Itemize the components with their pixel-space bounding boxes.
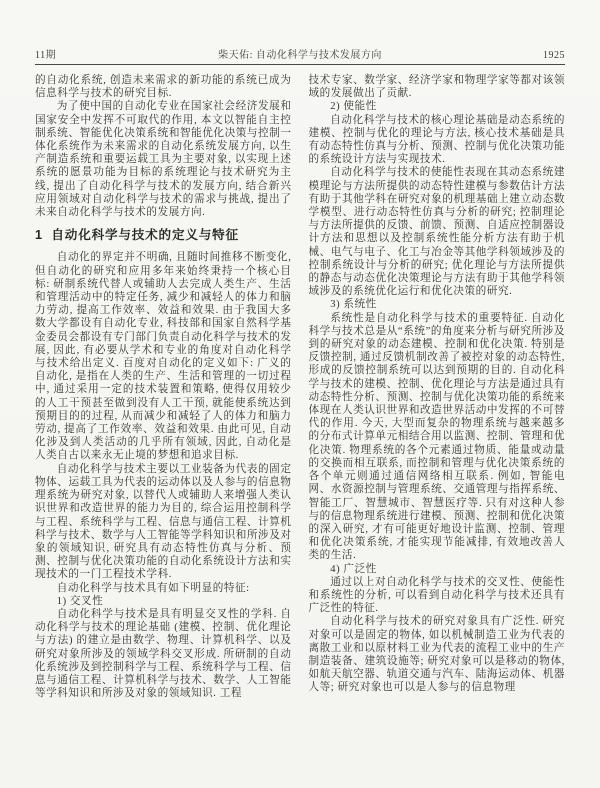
section-heading: 1 自动化科学与技术的定义与特征 bbox=[35, 228, 239, 243]
paragraph: 自动化科学与技术的使能性表现在其动态系统建模理论与方法所提供的动态特性建模与参数估计方法有助于其他学科在研究对象的机理基础上建立动态数学模型、进行动态特性仿真与分析的研究; 控制理论与方法所提供的反馈、前馈、预测、自适应控制器设计方法和思想以及控制系统性能分析方法有助于机械、电气与电子、化工与冶金等其他学科领域涉及的控制系统设计与分析的研究; 优化理论与方法所提供的静态与动态优化决策理论与方法有助于其他学科领域涉及的系统优化运行和优化决策的研究. bbox=[308, 167, 565, 298]
column-left bbox=[35, 74, 292, 700]
paragraph: 自动化科学与技术的核心理论基础是动态系统的建模、控制与优化的理论与方法, 核心技术基础是具有动态特性仿真与分析、预测、控制与优化决策功能的系统设计方法与实现技术. bbox=[308, 114, 565, 166]
issue-label: 11期 bbox=[35, 50, 57, 61]
page-header bbox=[35, 46, 565, 61]
running-title: 柴天佑: 自动化科学与技术发展方向 bbox=[218, 50, 382, 61]
page-number: 1925 bbox=[543, 50, 565, 61]
paragraph: 3) 系统性 bbox=[330, 299, 377, 311]
column-right bbox=[309, 74, 566, 700]
paragraph: 为了使中国的自动化专业在国家社会经济发展和国家安全中发挥不可取代的作用, 本文以智能自主控制系统、智能优化决策系统和智能优化决策与控制一体化系统作为未来需求的自动化系统发展方向, 以生产制造系统和重要运载工具为主要对象, 以实现上述系统的愿景功能为目标的系统理论与技术研究为主线, 提出了自动化科学与技术的发展方向, 结合新兴应用领域对自动化科学与技术的需求与挑战, 提出了未来自动化科学与技术的发展方向. bbox=[35, 101, 292, 219]
paragraph: 1) 交叉性 bbox=[56, 595, 104, 607]
paragraph: 4) 广泛性 bbox=[330, 563, 377, 575]
paragraph: 自动化科学与技术主要以工业装备为代表的固定物体、运载工具为代表的运动体以及人参与的信息物理系统为研究对象, 以替代人或辅助人来增强人类认识世界和改造世界的能力为目的, 综合运用控制科学与工程、系统科学与工程、信息与通信工程、计算机科学与技术、数学与人工智能等学科知识和所涉及对象的领域知识, 研究具有动态特性仿真与分析、预测、控制与优化决策功能的自动化系统设计方法和实现技术的一门工程技术学科. bbox=[35, 463, 292, 581]
paragraph: 系统性是自动化科学与技术的重要特征. 自动化科学与技术总是从“系统”的角度来分析与研究所涉及到的研究对象的动态建模、控制和优化决策. 特别是反馈控制, 通过反馈机制改善了被控对象的动态特性, 形成的反馈控制系统可以达到预期的目的. 自动化科学与技术的建模、控制、优化理论与方法是通过具有动态特性分析、预测、控制与优化决策功能的系统来体现在人类认识世界和改造世界活动中发挥的不可替代的作用. 今天, 大型而复杂的物理系统与越来越多的分布式计算单元相结合用以监测、控制、管理和优化决策. 物理系统的各个元素通过物质、能量或动量的交换而相互联系, 而控制和管理与优化决策系统的各个单元则通过通信网络相互联系. 例如, 智能电网、水资源控制与管理系统、交通管理与指挥系统、智能工厂、智慧城市、智慧医疗等. 只有对这种人参与的信息物理系统进行建模、预测、控制和优化决策的深入研究, 才有可能更好地设计监测、控制、管理和优化决策系统, 才能实现节能减排, 有效地改善人类的生活. bbox=[308, 312, 565, 562]
paragraph: 2) 使能性 bbox=[330, 101, 377, 113]
paragraph: 自动化科学与技术是具有明显交叉性的学科. 自动化科学与技术的理论基础 (建模、控制、优化理论与方法) 的建立是由数学、物理、计算机科学、以及研究对象所涉及的领域学科交叉形成. 所研制的自动化系统涉及到控制科学与工程、系统科学与工程、信息与通信工程、计算机科学与技术、数学、人工智能等学科知识和所涉及对象的领域知识. 工程 bbox=[35, 608, 292, 700]
header-divider bbox=[35, 64, 565, 65]
paragraph: 自动化科学与技术的研究对象具有广泛性. 研究对象可以是固定的物体, 如以机械制造工业为代表的离散工业和以原材料工业为代表的流程工业中的生产制造装备、建筑设施等; 研究对象可以是移动的物体, 如航天航空器、轨道交通与汽车、陆海运动体、机器人等; 研究对象也可以是人参与的信息物理 bbox=[308, 616, 565, 694]
paragraph: 自动化科学与技术具有如下明显的特征: bbox=[56, 582, 250, 594]
paragraph: 技术专家、数学家、经济学家和物理学家等都对该领域的发展做出了贡献. bbox=[308, 75, 565, 100]
paragraph: 通过以上对自动化科学与技术的交叉性、使能性和系统性的分析, 可以看到自动化科学与技术还具有广泛性的特征. bbox=[308, 576, 565, 615]
paragraph: 自动化的界定并不明确, 且随时间推移不断变化, 但自动化的研究和应用多年来始终秉持一个核心目标: 研制系统代替人或辅助人去完成人类生产、生活和管理活动中的特定任务, 减少和减轻人的体力和脑力劳动, 提高工作效率、效益和效果. 由于我国大多数大学都设有自动化专业, 科技部和国家自然科学基金委员会都设有专门部门负责自动化科学与技术的发展, 因此, 有必要从学术和专业的角度对自动化科学与技术给出定义. 百度对自动化的定义如下: 广义的自动化, 是指在人类的生产、生活和管理的一切过程中, 通过采用一定的技术装置和策略, 使得仅用较少的人工干预甚至做到没有人工干预, 就能使系统达到预期目的的过程, 从而减少和减轻了人的体力和脑力劳动, 提高了工作效率、效益和效果. 由此可见, 自动化涉及到人类活动的几乎所有领域, 因此, 自动化是人类自古以来永无止境的梦想和追求目标. bbox=[35, 252, 292, 462]
paragraph: 的自动化系统, 创造未来需求的新功能的系统已成为信息科学与技术的研究目标. bbox=[35, 75, 292, 100]
article-body bbox=[35, 74, 565, 700]
